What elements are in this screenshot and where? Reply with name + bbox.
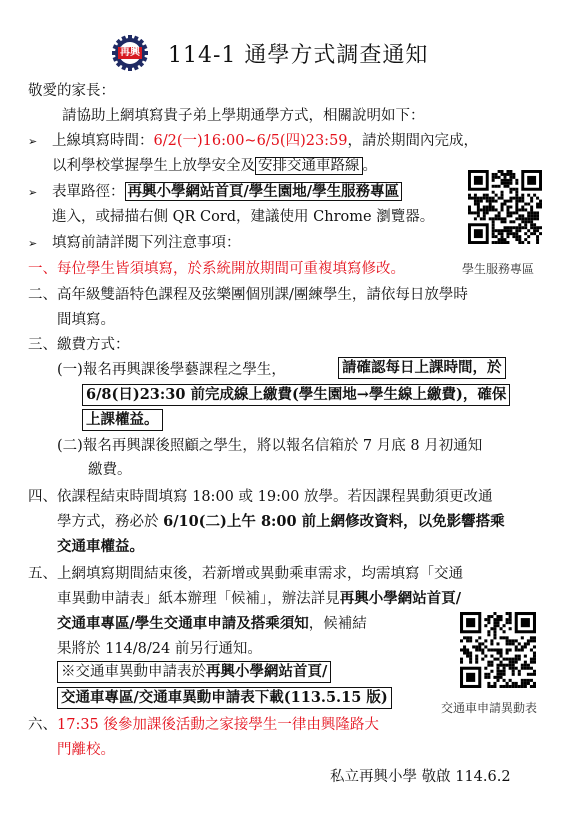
item-2-line2: 間填寫。 <box>57 312 115 328</box>
item-number: 六、 <box>28 717 57 733</box>
sub-item-number: (二) <box>57 438 83 454</box>
item-5-box1-link[interactable]: 再興小學網站首頁/ <box>206 663 328 680</box>
bullet-fill-time <box>52 132 478 150</box>
safety-text: 以利學校掌握學生上放學安全及 <box>52 158 255 174</box>
signature: 私立再興小學 敬啟 114.6.2 <box>330 769 511 785</box>
item-3b-line1: 報名再興課後照顧之學生，將以報名信箱於 7 月底 8 月初通知 <box>82 438 483 454</box>
sub-item-number: (一) <box>57 362 83 378</box>
item-number: 二、 <box>28 287 57 303</box>
bullet-form-path-line2: 進入，或掃描右側 QR Cord，建議使用 Chrome 瀏覽器。 <box>52 209 435 225</box>
item-4-line1: 依課程結束時間填寫 18:00 或 19:00 放學。若因課程異動須更改通 <box>57 489 493 505</box>
item-3 <box>28 336 130 354</box>
item-5-link-b[interactable]: 交通車專區/學生交通車申請及搭乘須知 <box>57 615 309 632</box>
item-3a-box3: 上課權益。 <box>82 409 163 431</box>
item-5 <box>28 565 463 583</box>
item-number: 一、 <box>28 261 57 277</box>
bullet-fill-time-line2 <box>52 157 377 175</box>
qr1-caption: 學生服務專區 <box>462 262 535 276</box>
page-title: 114-1 通學方式調查通知 <box>168 43 429 68</box>
item-3b-line2: 繳費。 <box>88 462 132 478</box>
logo-text: 再興 <box>120 47 140 58</box>
item-4-deadline: 6/10(二)上午 8:00 前上網修改資料，以免影響搭乘 <box>163 513 505 530</box>
school-logo <box>112 35 148 71</box>
item-5-link-a[interactable]: 再興小學網站首頁/ <box>339 590 462 607</box>
item-4-line2 <box>57 513 505 531</box>
item-5-box1 <box>57 661 331 683</box>
item-1 <box>28 260 405 278</box>
item-6-line2: 門離校。 <box>57 742 115 758</box>
item-3a-text: 報名再興課後學藝課程之學生， <box>82 362 286 378</box>
item-3a-box1: 請確認每日上課時間，於 <box>338 357 506 379</box>
item-3b <box>57 437 482 455</box>
intro-text: 請協助上網填寫貴子弟上學期通學方式，相關說明如下： <box>62 108 425 124</box>
bullet-form-path <box>52 183 402 201</box>
item-4-line3: 交通車權益。 <box>57 538 144 555</box>
item-3a-box2: 6/8(日)23:30 前完成線上繳費(學生園地→學生線上繳費)，確保 <box>82 384 510 406</box>
item-5-box1-a: ※交通車異動申請表於 <box>61 664 206 680</box>
triangle-bullet-icon: ➢ <box>28 237 38 250</box>
item-5-line4: 果將於 114/8/24 前另行通知。 <box>57 641 262 657</box>
item-number: 三、 <box>28 337 57 353</box>
item-5-line2-a: 車異動申請表」紙本辦理「候補」，辦法詳見 <box>57 591 340 607</box>
item-5-line2 <box>57 590 461 608</box>
bullet-read-notes: 填寫前請詳閱下列注意事項： <box>52 235 241 251</box>
greeting: 敬愛的家長： <box>28 83 115 99</box>
route-boxed-text: 安排交通車路線 <box>255 157 363 175</box>
fill-time-label: 上線填寫時間： <box>52 133 154 149</box>
form-path-label: 表單路徑： <box>52 184 125 200</box>
item-3-title: 繳費方式： <box>57 337 130 353</box>
fill-time-suffix: ，請於期間內完成， <box>347 133 479 149</box>
item-3a <box>57 361 286 379</box>
triangle-bullet-icon: ➢ <box>28 135 38 148</box>
form-path-link[interactable]: 再興小學網站首頁/學生園地/學生服務專區 <box>125 182 403 201</box>
fill-time-range: 6/2(一)16:00~6/5(四)23:59 <box>153 133 348 149</box>
item-1-text: 每位學生皆須填寫，於系統開放期間可重複填寫修改。 <box>57 261 405 277</box>
qr-code-student-service[interactable] <box>468 170 542 244</box>
item-4 <box>28 488 493 506</box>
item-5-box2[interactable]: 交通車專區/交通車異動申請表下載(113.5.15 版) <box>57 687 392 709</box>
item-4-line2-a: 學方式，務必於 <box>57 514 164 530</box>
item-2 <box>28 286 468 304</box>
item-number: 四、 <box>28 489 57 505</box>
qr-code-bus-change-form[interactable] <box>460 612 536 688</box>
item-5-line3-b: ，候補結 <box>308 616 367 632</box>
item-5-line3 <box>57 615 367 633</box>
item-number: 五、 <box>28 566 57 582</box>
item-5-line1: 上網填寫期間結束後，若新增或異動乘車需求，均需填寫「交通 <box>57 566 463 582</box>
item-6 <box>28 716 379 734</box>
qr2-caption: 交通車申請異動表 <box>441 701 538 715</box>
item-6-line1: 17:35 後參加課後活動之家接學生一律由興隆路大 <box>57 717 379 733</box>
item-2-line1: 高年級雙語特色課程及弦樂團個別課/團練學生，請依每日放學時 <box>57 287 468 303</box>
triangle-bullet-icon: ➢ <box>28 186 38 199</box>
period: 。 <box>362 158 377 174</box>
